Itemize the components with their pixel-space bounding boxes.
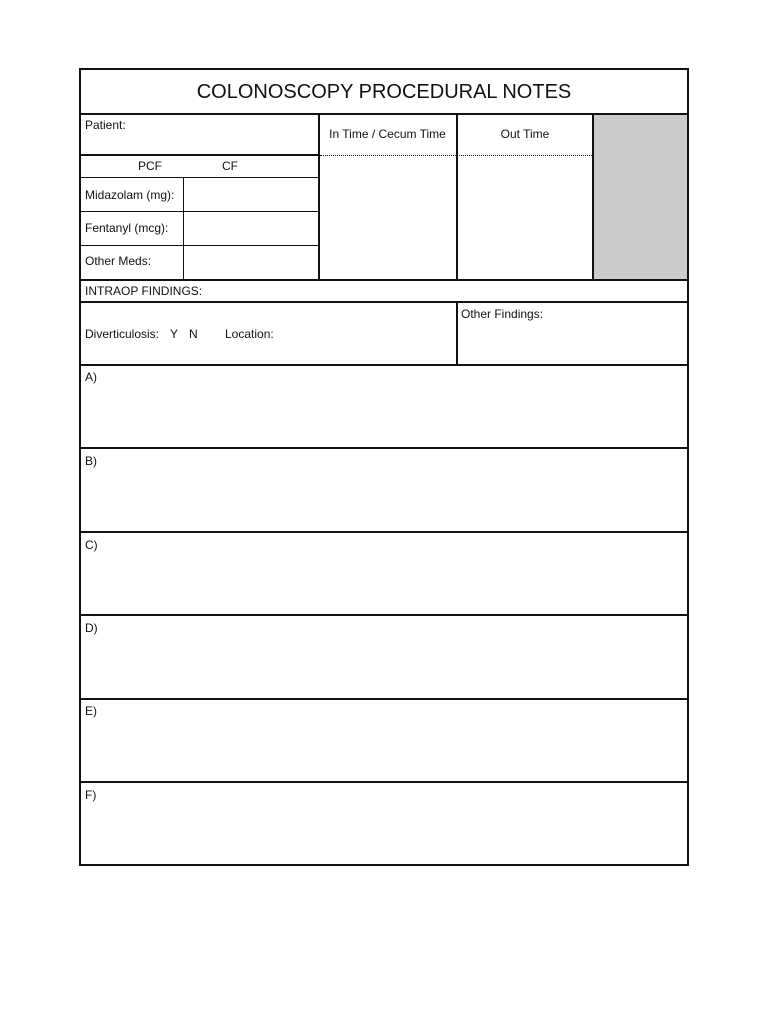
- finding-row-d-field[interactable]: [82, 638, 686, 696]
- findings-column-divider: [456, 301, 458, 365]
- other-findings-field[interactable]: [460, 324, 685, 362]
- patient-field[interactable]: [82, 132, 316, 152]
- finding-row-divider: [80, 531, 688, 533]
- fentanyl-field[interactable]: [185, 213, 317, 244]
- in-cecum-time-field[interactable]: [321, 158, 454, 278]
- med-divider-2: [80, 245, 319, 246]
- finding-row-a-label: A): [85, 370, 97, 384]
- med-value-divider: [183, 177, 184, 280]
- out-time-label: Out Time: [500, 127, 550, 141]
- med-label-midazolam: Midazolam (mg):: [85, 188, 175, 202]
- intraop-findings-label: INTRAOP FINDINGS:: [85, 284, 203, 298]
- finding-row-e-field[interactable]: [82, 721, 686, 779]
- diverticulosis-label: Diverticulosis:: [85, 327, 160, 341]
- med-label-fentanyl: Fentanyl (mcg):: [85, 221, 169, 235]
- form-title: COLONOSCOPY PROCEDURAL NOTES: [196, 81, 572, 103]
- finding-row-divider: [80, 781, 688, 783]
- location-field[interactable]: [280, 320, 452, 344]
- other-findings-label: Other Findings:: [461, 307, 544, 321]
- finding-row-c-field[interactable]: [82, 555, 686, 613]
- diverticulosis-option-y[interactable]: Y: [170, 327, 179, 341]
- finding-row-divider: [80, 447, 688, 449]
- finding-row-c-label: C): [85, 538, 98, 552]
- finding-row-a-field[interactable]: [82, 387, 686, 445]
- intraop-divider: [80, 301, 688, 303]
- finding-row-f-field[interactable]: [82, 805, 686, 863]
- midazolam-field[interactable]: [185, 179, 317, 210]
- out-time-field[interactable]: [459, 158, 591, 278]
- intraop-block-bottom: [80, 364, 688, 366]
- scope-option-cf[interactable]: CF: [222, 159, 238, 173]
- other-meds-field[interactable]: [185, 247, 317, 278]
- in-cecum-time-label: In Time / Cecum Time: [329, 127, 446, 141]
- header-block-bottom: [80, 279, 688, 281]
- finding-row-b-field[interactable]: [82, 471, 686, 529]
- med-divider-1: [80, 211, 319, 212]
- time-header-dotted-divider: [320, 155, 592, 156]
- finding-row-divider: [80, 698, 688, 700]
- scope-option-pcf[interactable]: PCF: [138, 159, 162, 173]
- med-label-other: Other Meds:: [85, 254, 152, 268]
- location-label: Location:: [225, 327, 274, 341]
- diverticulosis-option-n[interactable]: N: [189, 327, 198, 341]
- finding-row-d-label: D): [85, 621, 98, 635]
- scope-divider: [80, 177, 319, 178]
- shaded-box: [594, 115, 687, 279]
- finding-row-e-label: E): [85, 704, 97, 718]
- finding-row-f-label: F): [85, 788, 97, 802]
- finding-row-b-label: B): [85, 454, 97, 468]
- finding-row-divider: [80, 614, 688, 616]
- patient-label: Patient:: [85, 118, 126, 132]
- patient-bottom-divider: [80, 154, 319, 156]
